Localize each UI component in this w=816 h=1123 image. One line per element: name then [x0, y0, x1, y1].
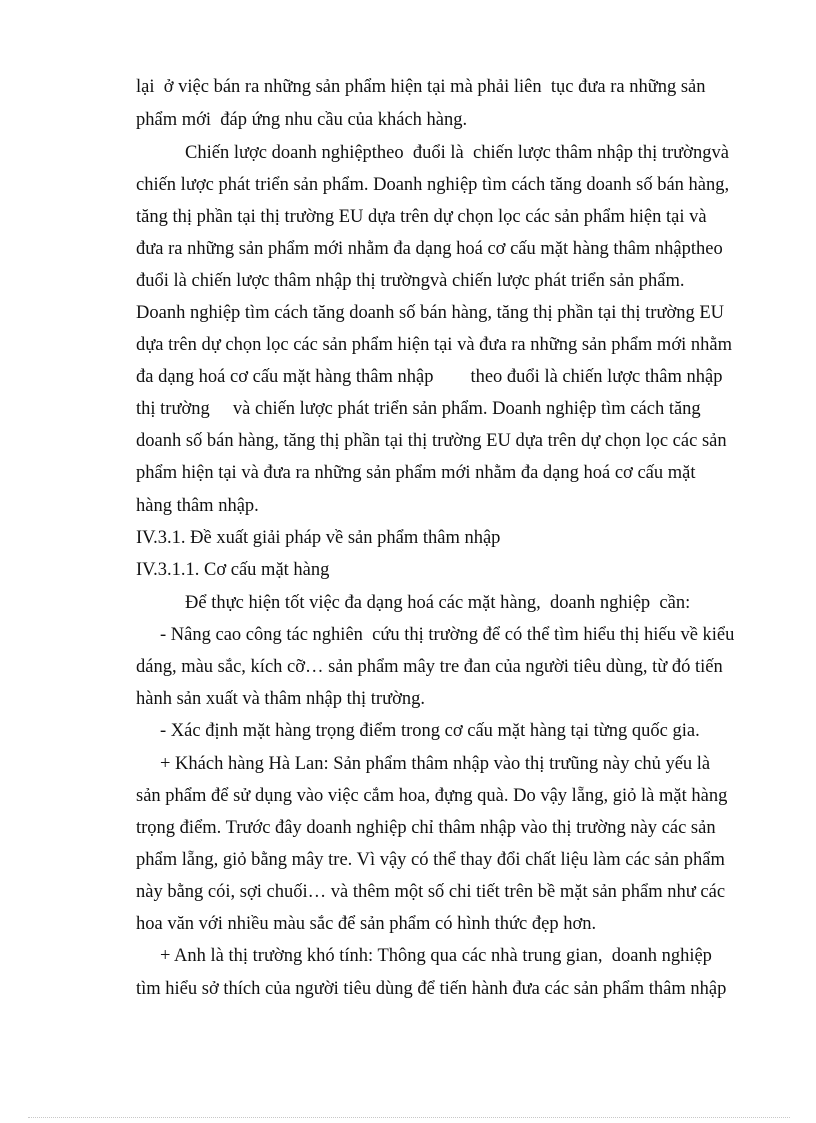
page-bottom-rule [28, 1117, 790, 1118]
text-line: hành sản xuất và thâm nhập thị trường. [136, 689, 426, 709]
text-line: Để thực hiện tốt việc đa dạng hoá các mặt hàng, doanh nghiệp cần: [185, 593, 691, 613]
text-line: tìm hiểu sở thích của người tiêu dùng để tiến hành đưa các sản phẩm thâm nhập [136, 979, 727, 999]
list-item: - Nâng cao công tác nghiên cứu thị trường để có thể tìm hiểu thị hiếu về kiểu [160, 625, 735, 645]
text-line: này bằng cói, sợi chuối… và thêm một số chi tiết trên bề mặt sản phẩm như các [136, 882, 726, 902]
text-line: sản phẩm để sử dụng vào việc cắm hoa, đựng quà. Do vậy lẵng, giỏ là mặt hàng [136, 786, 728, 806]
text-line: doanh số bán hàng, tăng thị phần tại thị trường EU dựa trên dự chọn lọc các sản [136, 431, 727, 451]
text-line: trọng điểm. Trước đây doanh nghiệp chỉ thâm nhập vào thị trường này các sản [136, 818, 716, 838]
text-line: Chiến lược doanh nghiệptheo đuổi là chiến lược thâm nhập thị trườngvà [185, 143, 729, 163]
text-line: chiến lược phát triển sản phẩm. Doanh nghiệp tìm cách tăng doanh số bán hàng, [136, 175, 730, 195]
list-item: + Khách hàng Hà Lan: Sản phẩm thâm nhập vào thị trưũng này chủ yếu là [160, 754, 711, 774]
subsection-heading: IV.3.1.1. Cơ cấu mặt hàng [136, 560, 330, 580]
text-line: hoa văn với nhiều màu sắc để sản phẩm có hình thức đẹp hơn. [136, 914, 597, 934]
text-line: dựa trên dự chọn lọc các sản phẩm hiện tại và đưa ra những sản phẩm mới nhằm [136, 335, 732, 355]
text-line: tăng thị phần tại thị trường EU dựa trên dự chọn lọc các sản phẩm hiện tại và [136, 207, 707, 227]
section-heading: IV.3.1. Đề xuất giải pháp về sản phẩm thâm nhập [136, 528, 501, 548]
list-item: + Anh là thị trường khó tính: Thông qua các nhà trung gian, doanh nghiệp [160, 946, 712, 966]
text-line: thị trường và chiến lược phát triển sản phẩm. Doanh nghiệp tìm cách tăng [136, 399, 701, 419]
text-line: hàng thâm nhập. [136, 496, 259, 516]
text-line: đuổi là chiến lược thâm nhập thị trườngvà chiến lược phát triển sản phẩm. [136, 271, 685, 291]
text-line: đa dạng hoá cơ cấu mặt hàng thâm nhập theo đuổi là chiến lược thâm nhập [136, 367, 723, 387]
text-line: phẩm hiện tại và đưa ra những sản phẩm mới nhằm đa dạng hoá cơ cấu mặt [136, 463, 696, 483]
text-line: phẩm lẵng, giỏ bằng mây tre. Vì vậy có thể thay đổi chất liệu làm các sản phẩm [136, 850, 725, 870]
text-line: Doanh nghiệp tìm cách tăng doanh số bán hàng, tăng thị phần tại thị trường EU [136, 303, 725, 323]
text-line: lại ở việc bán ra những sản phẩm hiện tại mà phải liên tục đưa ra những sản [136, 77, 706, 97]
list-item: - Xác định mặt hàng trọng điểm trong cơ cấu mặt hàng tại từng quốc gia. [160, 721, 700, 741]
text-line: phẩm mới đáp ứng nhu cầu của khách hàng. [136, 110, 468, 130]
text-line: dáng, màu sắc, kích cỡ… sản phẩm mây tre đan của người tiêu dùng, từ đó tiến [136, 657, 723, 677]
text-line: đưa ra những sản phẩm mới nhằm đa dạng hoá cơ cấu mặt hàng thâm nhậptheo [136, 239, 723, 259]
